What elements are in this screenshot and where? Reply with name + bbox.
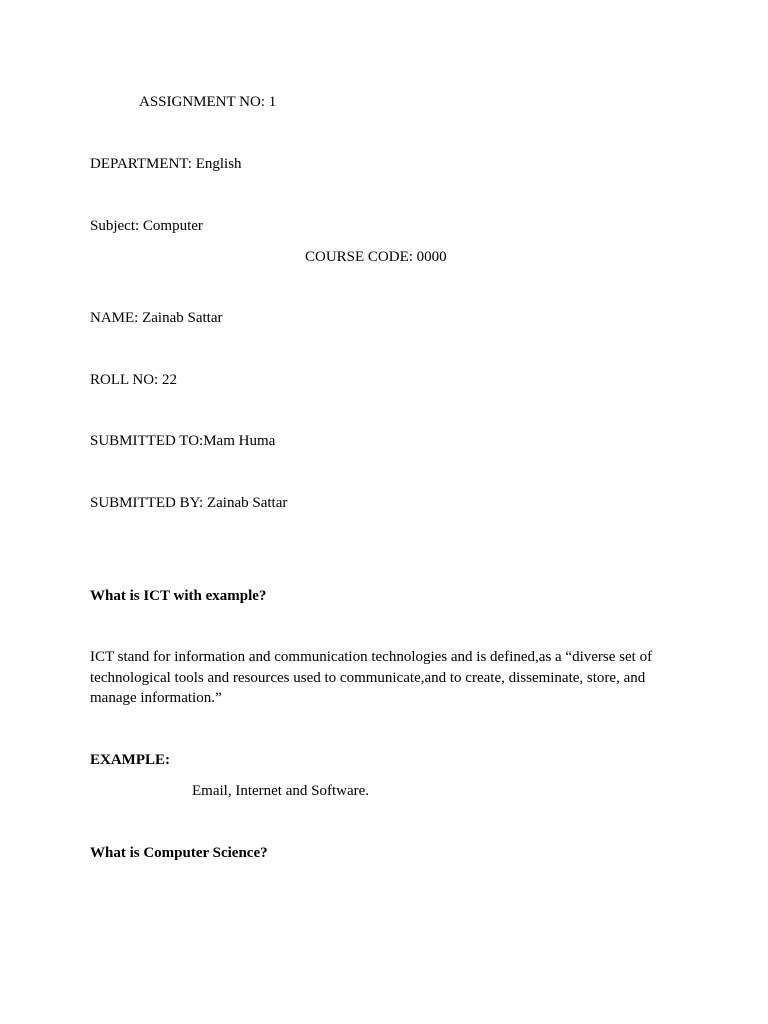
submitted-by: SUBMITTED BY: Zainab Sattar xyxy=(90,495,288,511)
computer-science-question-heading: What is Computer Science? xyxy=(90,845,268,861)
student-name: NAME: Zainab Sattar xyxy=(90,310,223,326)
ict-question-heading: What is ICT with example? xyxy=(90,588,267,604)
roll-number: ROLL NO: 22 xyxy=(90,372,177,388)
example-text: Email, Internet and Software. xyxy=(192,783,370,799)
assignment-number: ASSIGNMENT NO: 1 xyxy=(139,94,277,110)
ict-answer-paragraph: ICT stand for information and communication technologies and is defined,as a “diverse set of technological tools and resources used to communicate,and to create, disseminate, store, and manage information.” xyxy=(90,649,653,706)
course-code: COURSE CODE: 0000 xyxy=(305,249,447,265)
subject: Subject: Computer xyxy=(90,218,203,234)
department: DEPARTMENT: English xyxy=(90,156,242,172)
submitted-to: SUBMITTED TO:Mam Huma xyxy=(90,433,276,449)
example-heading: EXAMPLE: xyxy=(90,752,170,768)
